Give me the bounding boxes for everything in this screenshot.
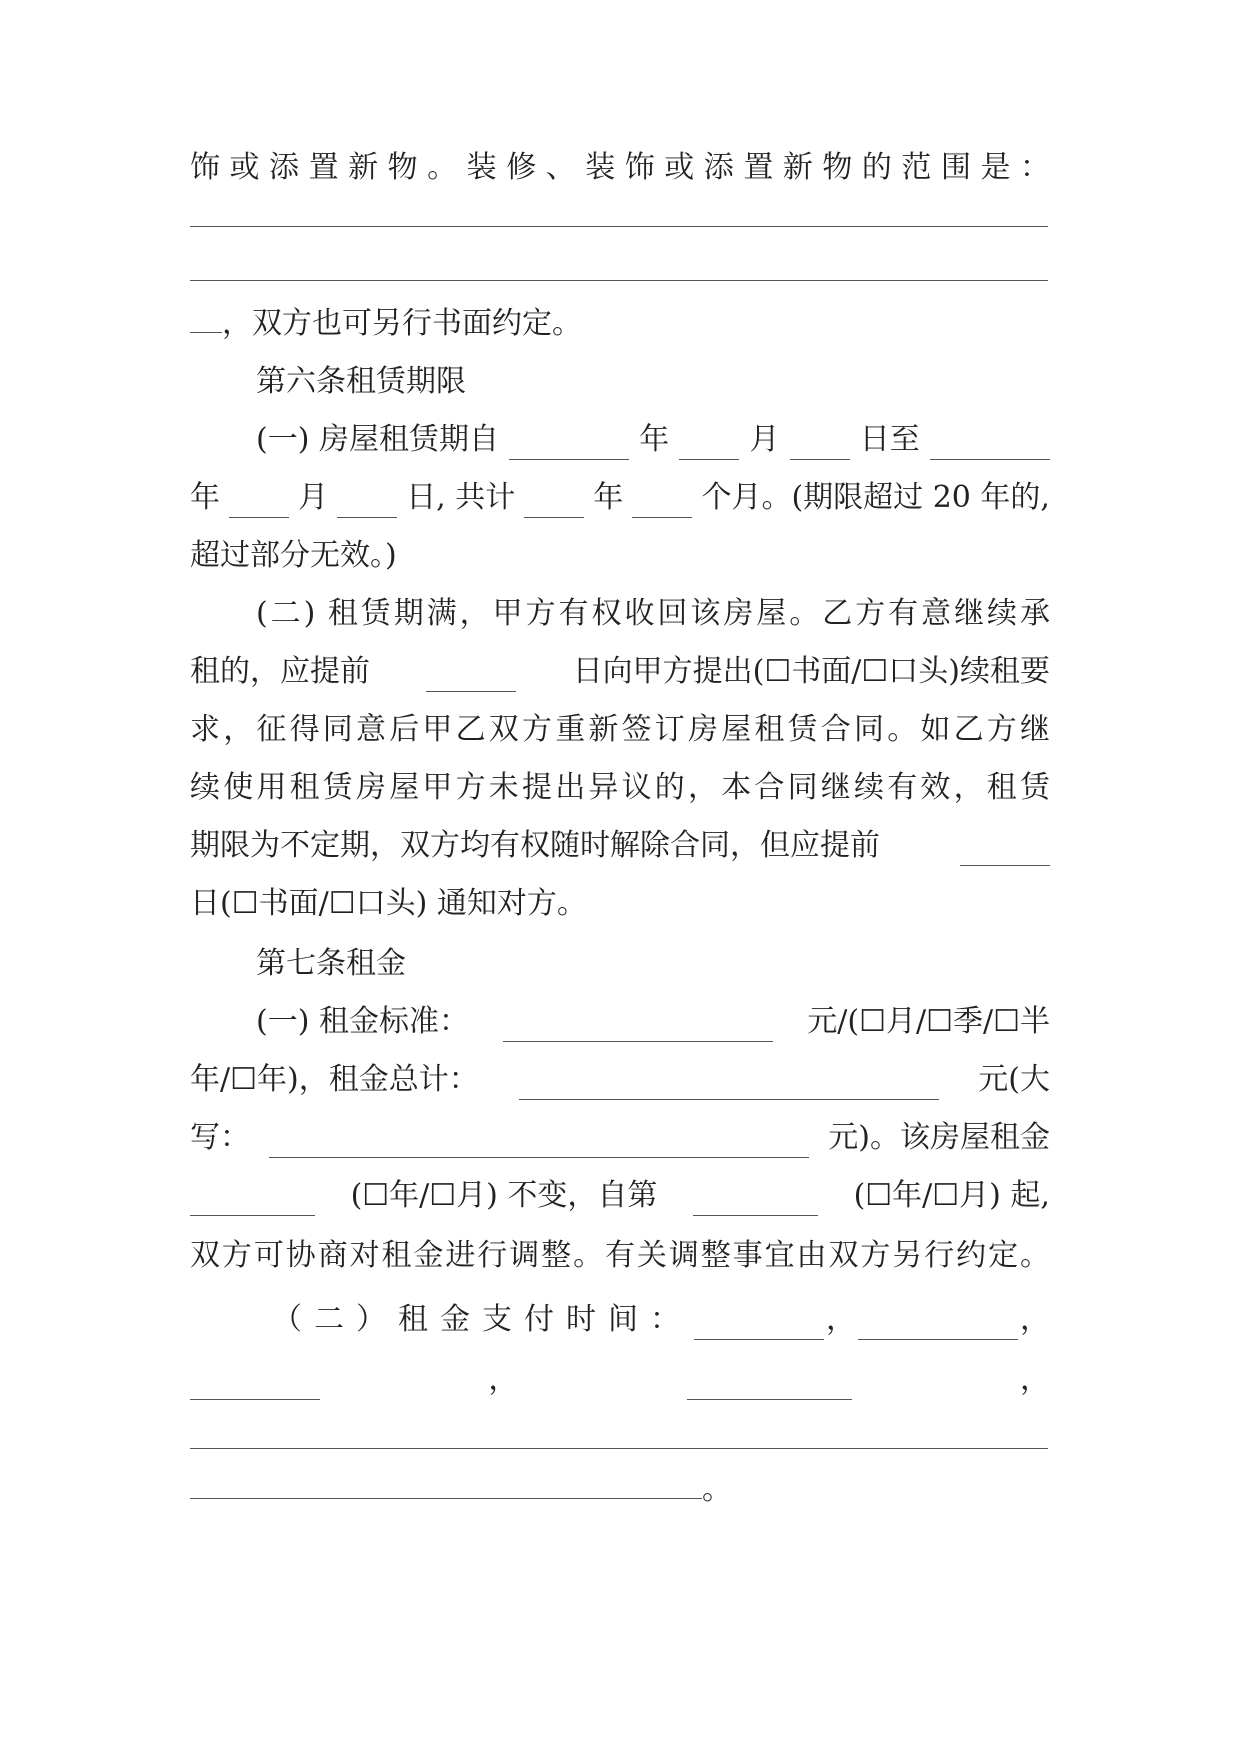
text-segment: 元/(☐月/☐季/☐半 (807, 1004, 1050, 1039)
fill-blank-line (190, 280, 1048, 281)
section-heading-article-7: 第七条租金 (256, 946, 406, 981)
text-line-20: 双方可协商对租金进行调整。有关调整事宜由双方另行约定。 (190, 1238, 1050, 1273)
text-segment: (一) 房屋租赁期自 (256, 422, 499, 457)
text-line-7 (190, 478, 1050, 518)
text-line-1: 饰或添置新物。装修、装饰或添置新物的范围是： (190, 150, 1050, 185)
fill-blank (693, 1191, 818, 1216)
fill-blank (687, 1375, 852, 1400)
text-line-6 (256, 420, 1050, 460)
text-segment: 月 (298, 480, 329, 515)
fill-blank (524, 493, 584, 518)
fill-blank (960, 841, 1050, 866)
text-line-10 (190, 652, 1050, 692)
text-segment: ， (488, 1362, 519, 1397)
text-line-14: 日(☐书面/☐口头) 通知对方。 (190, 886, 587, 921)
section-heading-article-6: 第六条租赁期限 (256, 364, 466, 399)
fill-blank (679, 435, 739, 460)
text-segment: 元(大 (978, 1062, 1050, 1097)
fill-blank (858, 1315, 1018, 1340)
text-line-18 (190, 1118, 1050, 1158)
fill-blank (790, 435, 850, 460)
text-segment: 日至 (859, 422, 920, 457)
fill-blank (632, 493, 692, 518)
text-line-11: 求，征得同意后甲乙双方重新签订房屋租赁合同。如乙方继 (190, 712, 1050, 747)
text-segment: ， (1019, 1362, 1050, 1397)
text-segment: 。 (702, 1472, 732, 1507)
fill-blank (694, 1315, 824, 1340)
text-segment: ， (1020, 1302, 1050, 1337)
text-line-16 (256, 1002, 1050, 1042)
text-segment: (☐年/☐月) 起, (853, 1178, 1050, 1213)
text-segment: 租的，应提前 (190, 654, 370, 689)
text-line-9: (二) 租赁期满，甲方有权收回该房屋。乙方有意继续承 (256, 596, 1050, 631)
fill-blank (190, 1375, 320, 1400)
text-segment: 个月。(期限超过 20 年的, (701, 480, 1050, 515)
fill-blank (930, 435, 1050, 460)
text-segment: (一) 租金标准： (256, 1004, 469, 1039)
text-line-12: 续使用租赁房屋甲方未提出异议的，本合同继续有效，租赁 (190, 770, 1050, 805)
text-line-17 (190, 1060, 1050, 1100)
text-segment: 年 (639, 422, 670, 457)
text-segment: 月 (749, 422, 780, 457)
fill-blank (509, 435, 629, 460)
text-segment: 年 (593, 480, 624, 515)
text-segment: 年 (190, 480, 220, 515)
text-line-19 (190, 1176, 1050, 1216)
text-segment: 日, 共计 (406, 480, 516, 515)
fill-blank-line (190, 226, 1048, 227)
text-line-21 (272, 1300, 1050, 1340)
text-line-22 (190, 1360, 1050, 1400)
text-line-4 (190, 304, 1050, 344)
fill-blank-line (190, 1448, 1048, 1449)
text-segment: 年/☐年)，租金总计： (190, 1062, 479, 1097)
text-segment: 元)。该房屋租金 (828, 1120, 1050, 1155)
fill-blank (190, 1191, 315, 1216)
fill-blank (190, 1474, 702, 1499)
text-segment: 期限为不定期，双方均有权随时解除合同，但应提前 (190, 828, 880, 863)
text-segment: (☐年/☐月) 不变，自第 (350, 1178, 658, 1213)
text-line-24 (190, 1470, 1050, 1510)
fill-blank (503, 1017, 773, 1042)
fill-blank (269, 1133, 809, 1158)
fill-blank (229, 493, 289, 518)
text-segment: ，双方也可另行书面约定。 (222, 306, 582, 341)
text-line-13 (190, 826, 1050, 866)
fill-blank (426, 667, 516, 692)
text-segment: 写： (190, 1120, 250, 1155)
fill-blank (190, 308, 222, 333)
text-segment: （二）租金支付时间： (272, 1302, 692, 1337)
fill-blank (337, 493, 397, 518)
text-segment: ， (826, 1302, 856, 1337)
fill-blank (519, 1075, 939, 1100)
text-line-8: 超过部分无效。) (190, 538, 397, 573)
text-segment: 日向甲方提出(☐书面/☐口头)续租要 (572, 654, 1050, 689)
